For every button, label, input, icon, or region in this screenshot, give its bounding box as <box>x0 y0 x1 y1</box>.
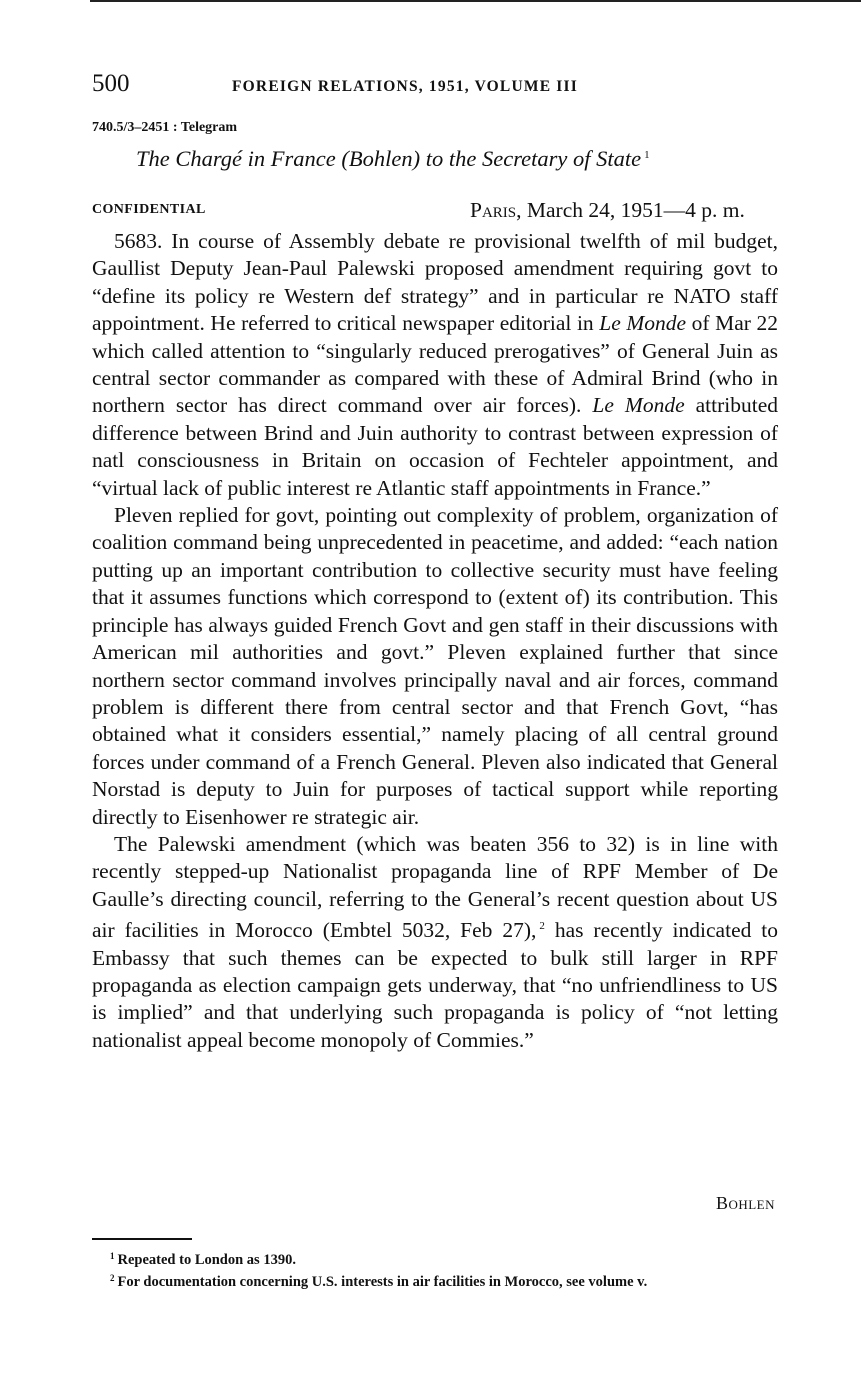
dateline <box>470 198 745 223</box>
footnote-item <box>92 1270 782 1292</box>
title-footnote-mark: 1 <box>644 149 650 161</box>
footnote-text: For documentation concerning U.S. interests in air facilities in Morocco, see volume v. <box>117 1273 648 1290</box>
newspaper-name: Le Monde <box>592 393 685 418</box>
paragraph-1-part-b: of Mar 22 which called attention to “singularly reduced prerogatives” of General Juin as central sector commander as compared with these of Admiral Brind (who in northern sector has direct command over air forces). <box>92 311 779 418</box>
paragraph-1-part-a: 5683. In course of Assembly debate re provisional twelfth of mil budget, Gaullist Deputy Jean-Paul Palewski proposed amendment requiring govt to “define its policy re Western def strategy” and in particular re NATO staff appointment. He referred to critical newspaper editorial in <box>92 229 778 336</box>
paragraph-1 <box>92 228 778 502</box>
paragraph-3-part-a: The Palewski amendment (which was beaten 356 to 32) is in line with recently stepped-up Nationalist propaganda line of RPF Member of De Gaulle’s directing council, referring to the General’s recent question about US air facilities in Morocco (Embtel 5032, Feb 27), <box>92 831 778 943</box>
telegram-body <box>92 228 778 1054</box>
footnote-item <box>92 1248 782 1270</box>
footnote-divider <box>92 1238 192 1240</box>
top-border-line <box>90 0 861 2</box>
document-title-text: The Chargé in France (Bohlen) to the Secretary of State <box>136 146 642 171</box>
dateline-date: , March 24, 1951—4 p. m. <box>516 198 745 222</box>
newspaper-name: Le Monde <box>599 311 687 336</box>
page-header <box>92 70 792 102</box>
paragraph-3-part-b: has recently indicated to Embassy that such themes can be expected to bulk still larger in RPF propaganda as election campaign gets underway, that “no unfriendliness to US is implied” and that underlying such propaganda is policy of “not letting nationalist appeal become monopoly of Commies.” <box>92 918 779 1052</box>
classification-label: CONFIDENTIAL <box>92 202 206 217</box>
page-number: 500 <box>92 70 130 97</box>
footnote-mark: 1 <box>110 1251 115 1261</box>
footnote-mark-2: 2 <box>539 920 545 933</box>
running-head: FOREIGN RELATIONS, 1951, VOLUME III <box>232 78 578 95</box>
document-title <box>136 146 650 172</box>
signature: Bohlen <box>715 1193 775 1213</box>
footnotes <box>92 1248 782 1291</box>
paragraph-2: Pleven replied for govt, pointing out complexity of problem, organization of coalition command being unprecedented in peacetime, and added: “each nation putting up an important contribution to collective security must have feeling that it assumes functions which correspond to (extent of) its contribution. This principle has always guided French Govt and gen staff in their discussions with American mil authorities and govt.” Pleven explained further that since northern sector command involves principally naval and air forces, command problem is different there from central sector and that French Govt, “has obtained what it considers essential,” namely placing of all central ground forces under command of a French General. Pleven also indicated that General Norstad is deputy to Juin for purposes of tactical support while reporting directly to Eisenhower re strategic air. <box>92 503 778 829</box>
dateline-place: Paris <box>470 198 517 222</box>
footnote-text: Repeated to London as 1390. <box>117 1252 296 1268</box>
footnote-mark: 2 <box>110 1272 115 1283</box>
paragraph-3 <box>92 831 778 1054</box>
paragraph-1-part-c: attributed difference between Brind and Juin authority to contrast between expression of natl consciousness in Britain on occasion of Fechteler appointment, and “virtual lack of public interest re Atlantic staff appointments in France.” <box>92 393 779 500</box>
file-reference: 740.5/3–2451 : Telegram <box>92 120 238 135</box>
